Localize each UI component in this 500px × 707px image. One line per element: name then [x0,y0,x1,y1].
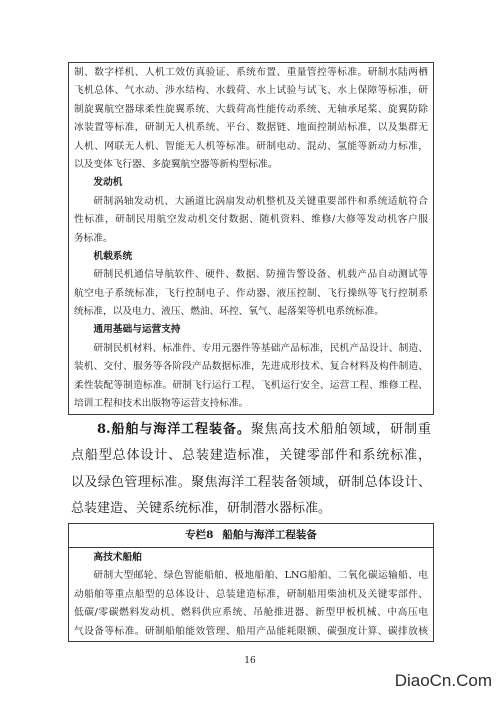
box-text-line: 性标准，研制民用航空发动机交付数据、随机资料、维修/大修等发动机客户服 [74,214,428,226]
column-box-8 [68,523,434,642]
box-text-line: 研制涡轴发动机、大涵道比涡扇发动机整机及关键重要部件和系统适航符合 [93,195,428,207]
box-text-line: 冰装置等标准，研制无人机系统、平台、数据链、地面控制站标准，以及集群无 [74,122,428,134]
paragraph-line: 点船型总体设计、总装建造标准，关键零部件和系统标准， [71,448,431,464]
page-number: 16 [244,656,256,666]
column-box-label: 专栏8 [185,529,214,541]
box-text-line: 低碳/零碳燃料发动机、燃料供应系统、吊舱推进器、新型甲板机械、中高压电 [74,607,428,619]
section-8-title: 8.船舶与海洋工程装备。 [97,422,251,437]
box-text-line: 柔性装配等制造标准。研制飞行运行工程、飞机运行安全、运营工程、维修工程、 [74,379,428,391]
box-text-line: 制、数字样机、人机工效仿真验证、系统布置、重量管控等标准。研制水陆两栖 [74,67,428,78]
box-text-line: 统标准，以及电力、液压、燃油、环控、氧气、起落架等机电系统标准。 [74,306,384,318]
box-text-line: 以及变体飞行器、多旋翼航空器等新构型标准。 [74,158,278,170]
high-tech-ships-heading: 高技术船舶 [93,552,142,563]
column-box-body [69,548,433,641]
box-text-line: 研制民机材料、标准件、专用元器件等基础产品标准，民机产品设计、制造、 [93,342,428,354]
box-text-line: 研制大型邮轮、绿色智能船舶、极地船舶、LNG船舶、二氧化碳运输船、电 [93,570,428,582]
box-text-line: 航空电子系统标准，飞行控制电子、作动器、液压控制、飞行操纵等飞行控制系 [74,287,428,299]
box-text-line: 动船舶等重点船型的总体设计、总装建造标准，研制船用柴油机及关键零部件、 [74,588,428,600]
continued-column-box [68,62,434,415]
box-text-line: 装机、交付、服务等各阶段产品数据标准，先进成形技术、复合材料及构件制造、 [74,361,428,373]
watermark: DiaoCn.Com [394,671,492,690]
box-text-line: 制旋翼航空器球柔性旋翼系统、大载荷高性能传动系统、无轴承尾桨、旋翼防除 [74,103,428,115]
paragraph-line-text: 聚焦高技术船舶领域，研制重 [250,422,431,437]
box-text-line: 培训工程和技术出版物等运营支持标准。 [74,398,249,410]
airborne-systems-heading: 机载系统 [93,250,133,262]
box-text-line: 人机、网联无人机、智能无人机等标准。研制电动、混动、氢能等新动力标准， [74,140,428,152]
box-text-line: 飞机总体、气水动、涉水结构、水载荷、水上试验与试飞、水上保障等标准，研 [74,85,428,97]
general-support-heading: 通用基础与运营支持 [93,324,181,336]
paragraph-line: 总装建造、关键系统标准，研制潜水器标准。 [71,501,332,517]
paragraph-line: 以及绿色管理标准。聚焦海洋工程装备领域，研制总体设计、 [71,474,431,490]
column-box-header [69,524,433,548]
box-text-line: 研制民机通信导航软件、硬件、数据、防撞告警设备、机载产品自动测试等 [93,269,428,281]
paragraph-line [71,417,431,443]
box-text-line: 务标准。 [74,232,113,244]
column-box-title: 船舶与海洋工程装备 [222,529,317,541]
engine-heading: 发动机 [93,177,123,189]
section-8-paragraph [71,417,431,523]
box-text-line: 气设备等标准。研制船舶能效管理、船用产品能耗限额、碳强度计算、碳排放核 [74,625,428,637]
